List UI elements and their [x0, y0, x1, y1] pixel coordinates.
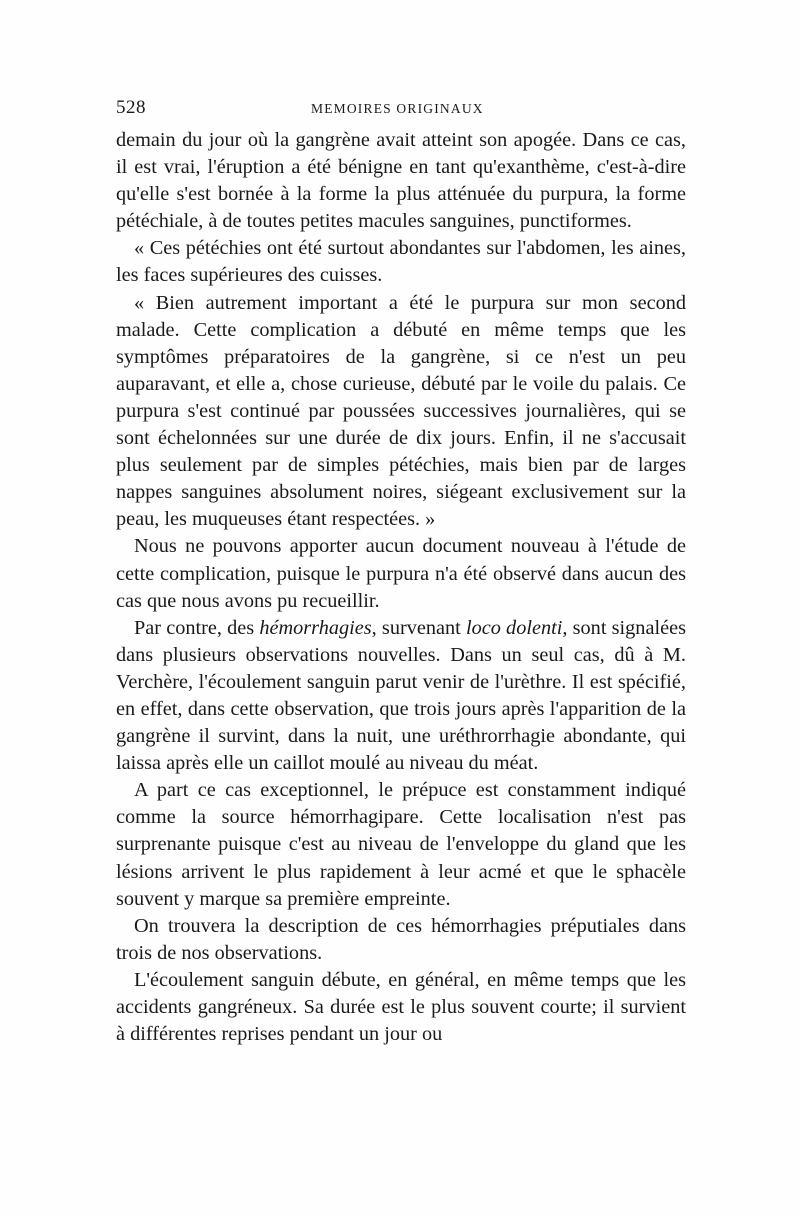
paragraph-4: Nous ne pouvons apporter aucun document nouveau à l'étude de cette complication, puisque le purpura n'a été observé dans aucun des cas que nous avons pu recueillir.: [116, 535, 686, 612]
paragraph-2: « Ces pétéchies ont été surtout abondantes sur l'abdomen, les aines, les faces supérieures des cuisses.: [116, 237, 686, 287]
paragraph-6: A part ce cas exceptionnel, le prépuce est constamment indiqué comme la source hémorrhagipare. Cette localisation n'est pas surprenante puisque c'est au niveau de l'enveloppe du gland que les lésions arrivent le plus rapidement à leur acmé et que le sphacèle souvent y marque sa première empreinte.: [116, 779, 686, 910]
italic-term-loco-dolenti: loco dolenti: [465, 616, 563, 639]
paragraph-8: L'écoulement sanguin débute, en général, en même temps que les accidents gangréneux. Sa durée est le plus souvent courte; il survient à différentes reprises pendant un jour ou: [116, 968, 686, 1046]
running-head: [116, 97, 686, 123]
paragraph-7: On trouvera la description de ces hémorrhagies préputiales dans trois de nos observations.: [116, 914, 686, 964]
paragraph-3: « Bien autrement important a été le purpura sur mon second malade. Cette complication a débuté en même temps que les symptômes préparatoires de la gangrène, si ce n'est un peu auparavant, et elle a, chose curieuse, débuté par le voile du palais. Ce purpura s'est continué par poussées successives journalières, qui se sont échelonnées sur une durée de dix jours. Enfin, il ne s'accusait plus seulement par de simples pétéchies, mais bien par de larges nappes sanguines absolument noires, siégeant exclusivement sur la peau, les muqueuses étant respectées. »: [116, 291, 686, 531]
paragraph-1: demain du jour où la gangrène avait atteint son apogée. Dans ce cas, il est vrai, l'éruption a été bénigne en tant qu'exanthème, c'est-à-dire qu'elle s'est bornée à la forme la plus atténuée du purpura, la forme pétéchiale, à de toutes petites macules sanguines, punctiformes.: [116, 129, 686, 233]
running-title: MEMOIRES ORIGINAUX: [311, 101, 484, 116]
body-text: [116, 127, 686, 1048]
italic-term-hemorrhagies: hémorrhagies: [259, 616, 372, 639]
page-number: 528: [116, 97, 146, 118]
paragraph-5: Par contre, des hémorrhagies, survenant loco dolenti, sont signalées dans plusieurs observations nouvelles. Dans un seul cas, dû à M. Verchère, l'écoulement sanguin parut venir de l'urèthre. Il est spécifié, en effet, dans cette observation, que trois jours après l'apparition de la gangrène il survint, dans la nuit, une uréthrorrhagie abondante, qui laissa après elle un caillot moulé au niveau du méat.: [116, 616, 686, 775]
